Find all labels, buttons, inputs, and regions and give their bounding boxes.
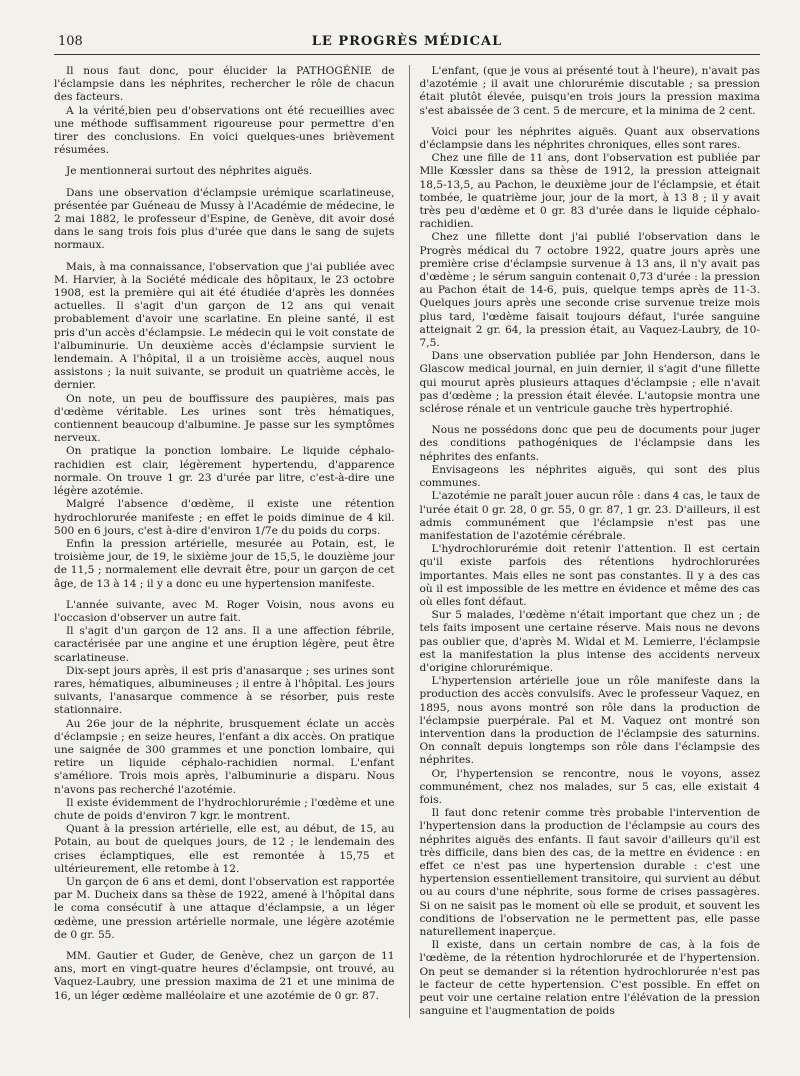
page-number: 108 <box>58 34 83 49</box>
paragraph: A la vérité,bien peu d'observations ont été recueillies avec une méthode suffisamment rigoureuse pour permettre d'en tirer des conclusions. En voici quelques-unes brièvement résumées. <box>54 104 395 157</box>
paragraph: Enfin la pression artérielle, mesurée au Potain, est, le troisième jour, de 19, le sixième jour de 15,5, le douzième jour de 11,5 ; normalement elle devrait être, pour un garçon de cet âge, de 13 à 14 ; il y a donc eu une hypertension manifeste. <box>54 537 395 590</box>
paragraph: Il faut donc retenir comme très probable l'intervention de l'hypertension dans la production de l'éclampsie au cours des néphrites aiguës des enfants. Il faut savoir d'ailleurs qu'il est très difficile, dans bien des cas, de la mettre en évidence : en effet ce n'est pas une hypertension durable : c'est une hypertension essentiellement transitoire, qui survient au début ou au cours d'une néphrite, sous forme de crises passagères. Si on ne saisit pas le moment où elle se produit, et souvent les conditions de l'observation ne le permettent pas, elle passe naturellement inaperçue. <box>419 807 760 938</box>
paragraph: Il nous faut donc, pour élucider la PATHOGÉNIE de l'éclampsie dans les néphrites, rechercher le rôle de chacun des facteurs. <box>54 65 395 104</box>
paragraph: L'hydrochlorurémie doit retenir l'attention. Il est certain qu'il existe parfois des rétentions hydrochlorurées importantes. Mais elles ne sont pas constantes. Il y a des cas où il est impossible de les mettre en évidence et même des cas où elles font défaut. <box>419 543 760 608</box>
paragraph: Il existe, dans un certain nombre de cas, à la fois de l'œdème, de la rétention hydrochlorurée et de l'hypertension. On peut se demander si la rétention hydrochlorurée n'est pas le facteur de cette hypertension. C'est possible. En effet on peut voir une certaine relation entre l'élévation de la pression sanguine et l'augmentation de poids <box>419 939 760 1018</box>
paragraph: Envisageons les néphrites aiguës, qui sont des plus communes. <box>419 463 760 490</box>
text-columns <box>54 65 760 1018</box>
paragraph: Quant à la pression artérielle, elle est, au début, de 15, au Potain, au bout de quelques jours, de 12 ; le lendemain des crises éclamptiques, elle est remontée à 15,75 et ultérieurement, elle retombe à 12. <box>54 823 395 875</box>
journal-title: LE PROGRÈS MÉDICAL <box>311 34 503 49</box>
paragraph: Malgré l'absence d'œdème, il existe une rétention hydrochlorurée manifeste ; en effet le poids diminue de 4 kil. 500 en 6 jours, c'est à-dire d'environ 1/7e du poids du corps. <box>54 498 395 537</box>
paragraph: Je mentionnerai surtout des néphrites aiguës. <box>66 165 313 178</box>
paragraph: Dix-sept jours après, il est pris d'anasarque ; ses urines sont rares, hématiques, albumineuses ; il entre à l'hôpital. Les jours suivants, l'anasarque commence à se résorber, puis reste stationnaire. <box>54 664 395 717</box>
paragraph: Chez une fillette dont j'ai publié l'observation dans le Progrès médical du 7 octobre 1922, quatre jours après une première crise d'éclampsie survenue à 13 ans, il n'y avait pas d'œdème ; le sérum sanguin contenait 0,73 d'urée : la pression au Pachon était de 14-6, puis, quelque temps après de 11-3. Quelques jours après une seconde crise survenue treize mois plus tard, l'œdème faisait toujours défaut, l'urée sanguine atteignait 2 gr. 64, la pression était, au Vaquez-Laubry, de 10-7,5. <box>419 231 760 350</box>
right-column <box>409 65 761 1018</box>
paragraph: Or, l'hypertension se rencontre, nous le voyons, assez communément, chez nos malades, sur 5 cas, elle existait 4 fois. <box>419 767 760 806</box>
page-header <box>54 30 760 52</box>
header-rule <box>54 54 760 55</box>
paragraph: Chez une fille de 11 ans, dont l'observation est publiée par Mlle Kœssler dans sa thèse de 1912, la pression atteignait 18,5-13,5, au Pachon, le deuxième jour de l'éclampsie, et était tombée, le quatrième jour, jour de la mort, à 13 8 ; il y avait très peu d'œdème et 0 gr. 83 d'urée dans le liquide céphalo-rachidien. <box>419 152 760 231</box>
paragraph: Nous ne possédons donc que peu de documents pour juger des conditions pathogéniques de l'éclampsie dans les néphrites des enfants. <box>419 424 760 463</box>
paragraph: L'hypertension artérielle joue un rôle manifeste dans la production des accès convulsifs. Avec le professeur Vaquez, en 1895, nous avons montré son rôle dans la production de l'éclampsie puerpérale. Pal et M. Vaquez ont montré son intervention dans la production de l'éclampsie des saturnins. On connaît depuis longtemps son rôle dans l'éclampsie des néphrites. <box>419 675 760 767</box>
paragraph: L'enfant, (que je vous ai présenté tout à l'heure), n'avait pas d'azotémie ; il avait une chlorurémie discutable ; sa pression était plutôt élevée, puisqu'en trois jours la pression maxima s'est abaissée de 3 cent. 5 de mercure, et la minima de 2 cent. <box>419 65 760 117</box>
paragraph: Voici pour les néphrites aiguës. Quant aux observations d'éclampsie dans les néphrites chroniques, elles sont rares. <box>419 125 760 152</box>
paragraph: On pratique la ponction lombaire. Le liquide céphalo-rachidien est clair, légèrement hypertendu, d'apparence normale. On trouve 1 gr. 23 d'urée par litre, c'est-à-dire une légère azotémie. <box>54 445 395 498</box>
paragraph: Dans une observation publiée par John Henderson, dans le Glascow medical journal, en juin dernier, il s'agit d'une fillette qui mourut après plusieurs attaques d'éclampsie ; elle n'avait pas d'œdème ; la pression était élevée. L'autopsie montra une sclérose rénale et un ventricule gauche très hypertrophié. <box>419 350 760 416</box>
paragraph: L'année suivante, avec M. Roger Voisin, nous avons eu l'occasion d'observer un autre fait. <box>54 598 395 624</box>
paragraph: On note, un peu de bouffissure des paupières, mais pas d'œdème véritable. Les urines sont très hématiques, contiennent beaucoup d'albumine. Je passe sur les symptômes nerveux. <box>54 392 395 445</box>
paragraph: Au 26e jour de la néphrite, brusquement éclate un accès d'éclampsie ; en seize heures, l'enfant a dix accès. On pratique une saignée de 300 grammes et une ponction lombaire, qui retire un liquide céphalo-rachidien normal. L'enfant s'améliore. Trois mois après, l'albuminurie a disparu. Nous n'avons pas recherché l'azotémie. <box>54 717 395 796</box>
paragraph: MM. Gautier et Guder, de Genève, chez un garçon de 11 ans, mort en vingt-quatre heures d'éclampsie, ont trouvé, au Vaquez-Laubry, une pression maxima de 21 et une minima de 16, un léger œdème malléolaire et une azotémie de 0 gr. 87. <box>54 950 395 1002</box>
left-column <box>54 65 395 1018</box>
paragraph: L'azotémie ne paraît jouer aucun rôle : dans 4 cas, le taux de l'urée était 0 gr. 28, 0 gr. 55, 0 gr. 87, 1 gr. 23. D'ailleurs, il est admis communément que l'éclampsie n'est pas une manifestation de l'azotémie cérébrale. <box>419 490 761 542</box>
paragraph: Un garçon de 6 ans et demi, dont l'observation est rapportée par M. Ducheix dans sa thèse de 1922, amené à l'hôpital dans le coma consécutif à une attaque d'éclampsie, a un léger œdème, une pression artérielle normale, une légère azotémie de 0 gr. 55. <box>54 875 395 941</box>
paragraph: Mais, à ma connaissance, l'observation que j'ai publiée avec M. Harvier, à la Société médicale des hôpitaux, le 23 octobre 1908, est la première qui ait été étudiée d'après les données actuelles. Il s'agit d'un garçon de 12 ans qui venait probablement d'avoir une scarlatine. En pleine santé, il est pris d'un accès d'éclampsie. Le médecin qui le voit constate de l'albuminurie. Un deuxième accès d'éclampsie survient le lendemain. A l'hôpital, il a un troisième accès, auquel nous assistons ; la nuit suivante, se produit un quatrième accès, le dernier. <box>54 260 395 392</box>
paragraph: Dans une observation d'éclampsie urémique scarlatineuse, présentée par Guéneau de Mussy à l'Académie de médecine, le 2 mai 1882, le professeur d'Espine, de Genève, dit avoir dosé dans le sang trois fois plus d'urée que dans le sang de sujets normaux. <box>54 186 395 252</box>
paragraph: Sur 5 malades, l'œdème n'était important que chez un ; de tels faits imposent une certaine réserve. Mais nous ne devons pas oublier que, d'après M. Widal et M. Lemierre, l'éclampsie est la manifestation la plus intense des accidents nerveux d'origine chlorurémique. <box>419 609 760 674</box>
paragraph: Il s'agit d'un garçon de 12 ans. Il a une affection fébrile, caractérisée par une angine et une éruption légère, peut être scarlatineuse. <box>54 625 395 664</box>
paragraph: Il existe évidemment de l'hydrochlorurémie ; l'œdème et une chute de poids d'environ 7 kgr. le montrent. <box>54 796 395 822</box>
